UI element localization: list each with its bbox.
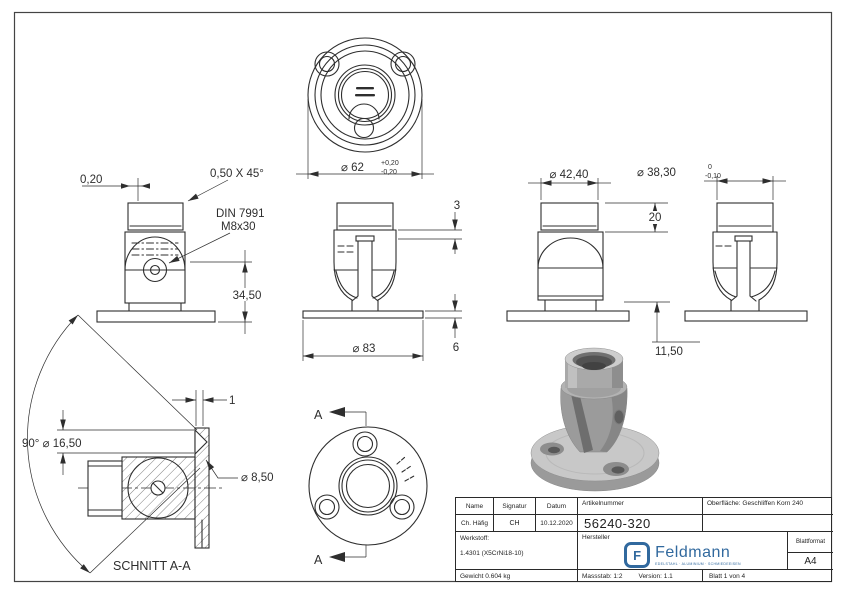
dim-42-40 bbox=[528, 169, 611, 200]
massstab-text: Massstab: 1:2 bbox=[582, 572, 623, 580]
dim-83 bbox=[303, 320, 423, 361]
dim-38-30-label: ⌀ 38,30 bbox=[637, 167, 676, 179]
werkstoff-value: 1.4301 (X5CrNi18-10) bbox=[460, 550, 524, 557]
blatt-text: Blatt 1 von 4 bbox=[709, 572, 746, 580]
cut-label-bottom: A bbox=[314, 553, 323, 567]
dim-11-50 bbox=[624, 302, 700, 358]
dim-8-50 bbox=[206, 460, 274, 484]
chamfer-note bbox=[188, 168, 264, 201]
dim-34-50-label: 34,50 bbox=[232, 290, 262, 302]
front-view-center bbox=[303, 200, 462, 361]
feldmann-logo-name: Feldmann bbox=[655, 543, 731, 561]
cut-label-top: A bbox=[314, 408, 323, 422]
dim-11-50-label: 11,50 bbox=[655, 346, 683, 358]
dim-62-tol-lower: -0,20 bbox=[381, 169, 397, 176]
render-3d bbox=[531, 348, 659, 491]
blattformat-value: A4 bbox=[788, 553, 833, 570]
gewicht-text: Gewicht 0.604 kg bbox=[456, 570, 578, 582]
section-line-a-a bbox=[314, 407, 366, 567]
titleblock-datum-label: Datum bbox=[536, 498, 578, 515]
feldmann-logo bbox=[578, 542, 787, 568]
titleblock-signatur-label: Signatur bbox=[494, 498, 536, 515]
dim-34-50 bbox=[190, 250, 268, 334]
dim-3-label: 3 bbox=[453, 200, 461, 212]
dim-62-tol-upper: +0,20 bbox=[381, 160, 399, 167]
titleblock-artikelnummer-value: 56240-320 bbox=[578, 515, 703, 532]
titleblock-artikelnummer-label: Artikelnummer bbox=[578, 498, 703, 515]
version-text: Version: 1.1 bbox=[638, 572, 673, 580]
side-view-2 bbox=[605, 164, 807, 358]
dim-20 bbox=[605, 203, 668, 232]
dim-6-label: 6 bbox=[452, 342, 460, 354]
titleblock-datum-value: 10.12.2020 bbox=[536, 515, 578, 532]
feldmann-logo-tagline: EDELSTAHL · ALUMINIUM · SCHMIEDEEISEN bbox=[655, 561, 741, 566]
dim-angle-90 bbox=[22, 315, 200, 573]
dim-62-label: ⌀ 62 bbox=[341, 162, 364, 174]
titleblock-name-label: Name bbox=[456, 498, 494, 515]
blattformat-label: Blattformat bbox=[788, 532, 833, 553]
dim-42-40-label: ⌀ 42,40 bbox=[549, 169, 589, 181]
titleblock-oberflaeche: Oberfläche: Geschliffen Korn 240 bbox=[703, 498, 833, 515]
screw-note-line2: M8x30 bbox=[221, 221, 256, 233]
titleblock-signatur-value: CH bbox=[494, 515, 536, 532]
dim-8-50-label: ⌀ 8,50 bbox=[241, 472, 274, 484]
chamfer-note-label: 0,50 X 45° bbox=[210, 168, 264, 180]
titleblock-werkstoff-cell bbox=[456, 532, 578, 570]
werkstoff-label: Werkstoff: bbox=[460, 535, 490, 542]
bottom-view bbox=[309, 407, 427, 567]
dim-38-30 bbox=[637, 164, 786, 200]
dim-83-label: ⌀ 83 bbox=[352, 343, 376, 355]
dim-angle-90-label: 90° ⌀ 16,50 bbox=[22, 438, 82, 450]
dim-1-label: 1 bbox=[229, 395, 236, 407]
dim-20-label: 20 bbox=[648, 212, 662, 224]
engraving-marks bbox=[356, 87, 374, 89]
section-caption: SCHNITT A-A bbox=[113, 559, 191, 573]
dim-0-20-label: 0,20 bbox=[80, 174, 103, 186]
dim-38-30-tol-lower: -0,10 bbox=[705, 173, 721, 180]
titleblock-hersteller-cell bbox=[578, 532, 788, 570]
dim-3 bbox=[398, 200, 462, 254]
screw-note-line1: DIN 7991 bbox=[216, 208, 265, 220]
feldmann-logo-icon: F bbox=[624, 542, 650, 568]
massstab-cell bbox=[578, 570, 703, 582]
dim-6 bbox=[425, 294, 462, 354]
side-view-1 bbox=[507, 169, 629, 321]
front-view-left bbox=[80, 168, 268, 334]
dim-1 bbox=[172, 390, 235, 426]
dim-0-20 bbox=[80, 174, 150, 201]
title-block bbox=[455, 497, 832, 582]
dim-38-30-tol-upper: 0 bbox=[708, 164, 712, 171]
top-view bbox=[296, 38, 434, 179]
hersteller-label: Hersteller bbox=[582, 534, 610, 541]
titleblock-name-value: Ch. Häfig bbox=[456, 515, 494, 532]
titleblock-empty-cell bbox=[703, 515, 833, 532]
section-view bbox=[22, 315, 274, 573]
